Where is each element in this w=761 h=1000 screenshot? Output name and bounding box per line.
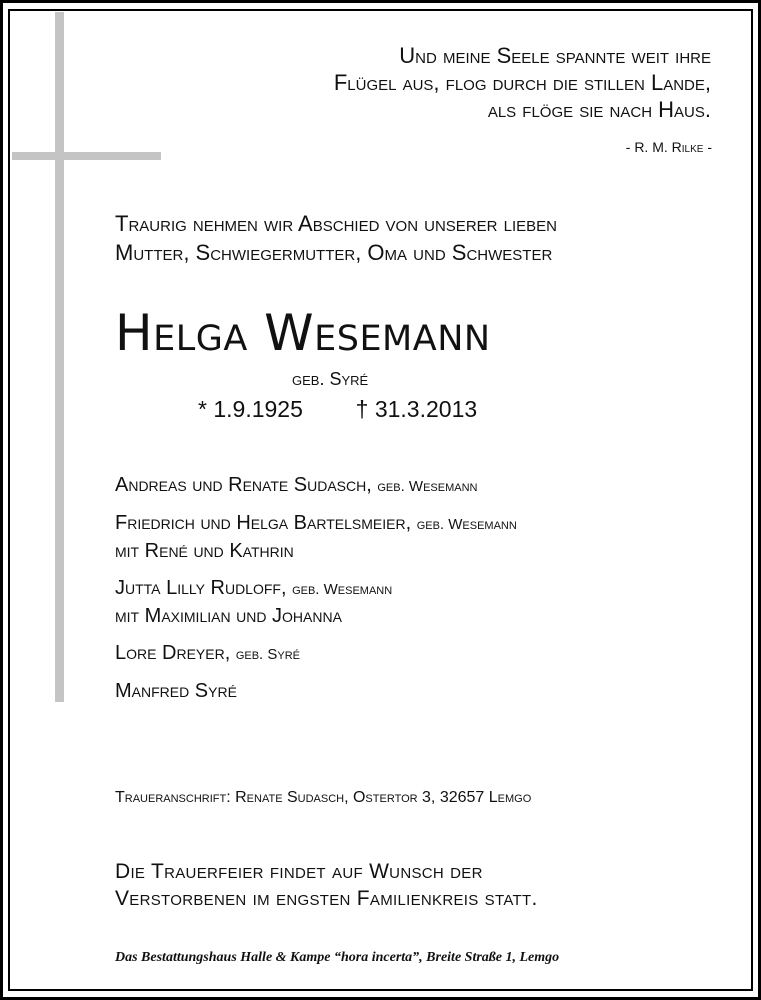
mourner-entry <box>115 640 517 668</box>
mourner-name: Lore Dreyer, <box>115 642 231 664</box>
cross-horizontal-bar <box>12 152 161 160</box>
birth-date: * 1.9.1925 <box>198 396 303 422</box>
mourners-list <box>115 472 517 715</box>
funeral-home-footer: Das Bestattungshaus Halle & Kampe “hora incerta”, Breite Straße 1, Lemgo <box>115 950 560 965</box>
service-line: Verstorbenen im engsten Familienkreis statt. <box>115 887 538 910</box>
deceased-birth-name: geb. Syré <box>292 369 369 389</box>
mourner-extra: mit Maximilian und Johanna <box>115 605 342 627</box>
mourner-nee: geb. Wesemann <box>377 478 478 495</box>
poem-line: Und meine Seele spannte weit ihre <box>399 43 711 68</box>
mourner-entry <box>115 472 517 500</box>
mourner-entry <box>115 510 517 565</box>
intro-text <box>115 209 557 267</box>
mourner-name: Friedrich und Helga Bartelsmeier, <box>115 512 412 534</box>
mourner-name: Manfred Syré <box>115 680 237 702</box>
poem-author: - R. M. Rilke - <box>625 139 712 155</box>
mourner-name: Andreas und Renate Sudasch, <box>115 474 372 496</box>
mourner-entry <box>115 575 517 630</box>
cross-vertical-bar <box>55 12 64 702</box>
mourner-nee: geb. Syré <box>235 646 301 663</box>
mourner-entry <box>115 678 517 705</box>
mourning-address: Traueranschrift: Renate Sudasch, Ostertor 3, 32657 Lemgo <box>115 789 532 806</box>
service-line: Die Trauerfeier findet auf Wunsch der <box>115 860 483 883</box>
mourner-nee: geb. Wesemann <box>292 581 393 598</box>
poem-line: als flöge sie nach Haus. <box>487 97 711 122</box>
mourner-name: Jutta Lilly Rudloff, <box>115 577 287 599</box>
mourner-extra: mit René und Kathrin <box>115 540 294 562</box>
intro-line: Mutter, Schwiegermutter, Oma und Schwester <box>115 240 553 265</box>
death-date: † 31.3.2013 <box>355 396 478 422</box>
intro-line: Traurig nehmen wir Abschied von unserer lieben <box>115 211 557 236</box>
poem-quote <box>334 42 711 123</box>
life-dates <box>198 396 477 423</box>
deceased-name: Helga Wesemann <box>115 304 491 362</box>
poem-line: Flügel aus, flog durch die stillen Lande, <box>333 70 711 95</box>
funeral-service-note <box>115 858 538 912</box>
mourner-nee: geb. Wesemann <box>416 516 517 533</box>
